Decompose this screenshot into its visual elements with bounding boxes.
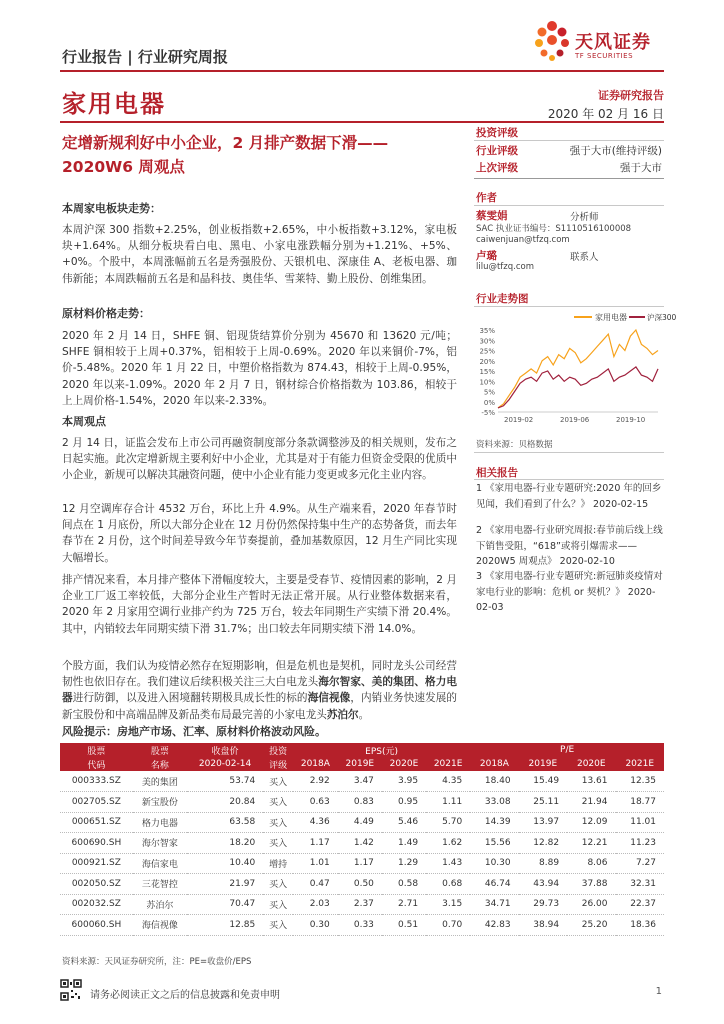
table-cell: 增持: [263, 853, 293, 874]
table-cell: 25.20: [567, 915, 615, 936]
table-cell: 海尔智家: [133, 833, 187, 854]
table-cell: 18.40: [470, 771, 518, 792]
table-cell: 7.27: [616, 853, 665, 874]
table-cell: 美的集团: [133, 771, 187, 792]
table-cell: 26.00: [567, 894, 615, 915]
table-cell: 0.95: [382, 792, 426, 813]
paragraph: 2 月 14 日，证监会发布上市公司再融资制度部分条款调整涉及的相关规则，发布之日起实施。此次定增新规主要利好中小企业，尤其是对于有能力但资金受限的优质中小企业，新规可以解决其融资问题，使中小企业有能力变更或多元化主业内容。: [62, 437, 457, 482]
chart-source: 资料来源：贝格数据: [476, 440, 553, 450]
rating-heading: 投资评级: [476, 127, 518, 139]
table-cell: 三花智控: [133, 874, 187, 895]
column-header: 2018A: [470, 757, 518, 771]
table-cell: 600060.SH: [60, 915, 133, 936]
table-cell: 苏泊尔: [133, 894, 187, 915]
author-role: 分析师: [570, 212, 599, 223]
table-cell: 25.11: [519, 792, 567, 813]
table-cell: 11.23: [616, 833, 665, 854]
table-cell: 22.37: [616, 894, 665, 915]
table-cell: 1.42: [338, 833, 382, 854]
table-cell: 3.47: [338, 771, 382, 792]
header-rule: [60, 70, 664, 72]
table-cell: 5.70: [426, 812, 470, 833]
column-header: 2020E: [567, 757, 615, 771]
column-header: 2021E: [616, 757, 665, 771]
paragraph: 12 月空调库存合计 4532 万台，环比上升 4.9%。从生产端来看，2020 年春节时间点在 1 月底份，所以大部分企业在 12 月份仍然保持集中生产的态势备货，而去年春节在 2 月份，这个时间差导致今年节奏提前，叠加基数原因，12 月生产同比实现大幅增长。: [62, 503, 457, 564]
x-axis: [504, 416, 645, 424]
column-header: 代码: [60, 757, 133, 771]
column-header: 名称: [133, 757, 187, 771]
section-heading: 本周观点: [62, 415, 106, 428]
paragraph: [62, 658, 457, 723]
table-cell: 12.21: [567, 833, 615, 854]
chart-heading: 行业走势图: [476, 293, 529, 305]
table-cell: 2.37: [338, 894, 382, 915]
table-cell: 新宝股份: [133, 792, 187, 813]
industry-rating-value: 强于大市(维持评级): [569, 145, 662, 157]
table-cell: 42.83: [470, 915, 518, 936]
table-cell: 10.30: [470, 853, 518, 874]
table-note: 资料来源：天风证券研究所，注：PE=收盘价/EPS: [62, 957, 252, 967]
table-cell: 0.47: [293, 874, 338, 895]
table-cell: 18.36: [616, 915, 665, 936]
table-cell: 3.95: [382, 771, 426, 792]
x-tick-label: 2019-02: [504, 416, 534, 424]
table-cell: 2.03: [293, 894, 338, 915]
logo-text: 天风证券: [575, 32, 651, 53]
table-cell: 1.01: [293, 853, 338, 874]
table-cell: 38.94: [519, 915, 567, 936]
logo-icon: [532, 18, 572, 66]
table-cell: 12.35: [616, 771, 665, 792]
divider: [474, 452, 664, 453]
divider: [474, 479, 664, 480]
table-cell: 2.71: [382, 894, 426, 915]
table-cell: 0.58: [382, 874, 426, 895]
table-cell: 4.49: [338, 812, 382, 833]
table-row: [60, 894, 664, 915]
column-header: 2019E: [519, 757, 567, 771]
previous-rating-label: 上次评级: [476, 162, 518, 174]
legend-label: 沪深300: [647, 313, 677, 322]
table-cell: 12.85: [187, 915, 263, 936]
y-tick-label: 0%: [483, 398, 495, 407]
table-cell: 3.15: [426, 894, 470, 915]
table-cell: 格力电器: [133, 812, 187, 833]
table-cell: 买入: [263, 874, 293, 895]
title-line-2: 2020W6 周观点: [62, 158, 185, 176]
table-cell: 11.01: [616, 812, 665, 833]
divider: [474, 178, 664, 179]
column-header: 2018A: [293, 757, 338, 771]
report-type: 证券研究报告: [598, 89, 664, 102]
table-cell: 32.31: [616, 874, 665, 895]
column-header: 2020-02-14: [187, 757, 263, 771]
table-cell: 63.58: [187, 812, 263, 833]
paragraph: 2020 年 2 月 14 日，SHFE 铜、铝现货结算价分别为 45670 和 13620 元/吨；SHFE 铜相较于上周+0.37%，铝相较于上周-0.69%。2020 年以来铜价-7%，铝价-5.48%。2020 年 1 月 22 日，中塑价格指数为 874.43，相较于上周-0.95%，2020 年以来-1.09%。2020 年 2 月 7 日，钢材综合价格指数为 103.86，相较于上上周价格-1.54%，2020 年以来-2.33%。: [62, 330, 457, 407]
table-cell: 12.82: [519, 833, 567, 854]
table-cell: 20.84: [187, 792, 263, 813]
table-cell: 12.09: [567, 812, 615, 833]
risk-warning: 风险提示：房地产市场、汇率、原材料价格波动风险。: [62, 725, 326, 738]
author-name: 蔡雯娟: [476, 210, 508, 222]
text-run: ，内销业务快速发展的新宝股份和中高端品牌及新品类布局最完善的小家电龙头: [62, 692, 458, 721]
table-cell: 10.40: [187, 853, 263, 874]
column-header: 股票: [133, 743, 187, 757]
column-header: 投资: [263, 743, 293, 757]
table-cell: 4.35: [426, 771, 470, 792]
table-cell: 002032.SZ: [60, 894, 133, 915]
x-tick-label: 2019-06: [560, 416, 590, 424]
table-cell: 海信家电: [133, 853, 187, 874]
table-header-row: [60, 757, 664, 771]
table-cell: 15.56: [470, 833, 518, 854]
author-name: 卢璐: [476, 250, 497, 262]
qr-code-icon: [60, 979, 82, 1001]
table-cell: 2.92: [293, 771, 338, 792]
table-cell: 买入: [263, 833, 293, 854]
divider: [474, 140, 664, 141]
table-cell: 34.71: [470, 894, 518, 915]
related-report[interactable]: 1 《家用电器-行业专题研究:2020 年的回乡见闻，我们看到了什么？》 2020-02-15: [476, 483, 662, 510]
table-cell: 0.50: [338, 874, 382, 895]
table-cell: 买入: [263, 894, 293, 915]
table-cell: 1.29: [382, 853, 426, 874]
table-cell: 1.17: [338, 853, 382, 874]
related-report[interactable]: 3 《家用电器-行业专题研究:新冠肺炎疫情对家电行业的影响：危机 or 契机？》 2020-02-03: [476, 571, 663, 613]
table-cell: 0.63: [293, 792, 338, 813]
author-email: lilu@tfzq.com: [476, 262, 535, 272]
table-cell: 13.61: [567, 771, 615, 792]
table-cell: 13.97: [519, 812, 567, 833]
table-cell: 1.43: [426, 853, 470, 874]
table-cell: 43.94: [519, 874, 567, 895]
table-cell: 海信视像: [133, 915, 187, 936]
sector-rule: [60, 121, 664, 123]
table-header-row: [60, 743, 664, 757]
text-run-bold: 海信视像: [307, 692, 351, 705]
table-cell: 18.20: [187, 833, 263, 854]
table-cell: 46.74: [470, 874, 518, 895]
column-header: 2019E: [338, 757, 382, 771]
y-tick-label: 15%: [479, 368, 495, 376]
table-cell: 000921.SZ: [60, 853, 133, 874]
y-tick-label: -5%: [481, 409, 495, 417]
section-heading: 原材料价格走势：: [62, 307, 150, 320]
y-tick-label: 25%: [479, 347, 495, 356]
y-tick-label: 10%: [479, 378, 495, 387]
table-cell: 买入: [263, 792, 293, 813]
divider: [474, 306, 664, 307]
column-header: 评级: [263, 757, 293, 771]
column-header: 2020E: [382, 757, 426, 771]
related-report[interactable]: 2 《家用电器-行业研究周报:春节前后线上线下销售受阻，“618”或将引爆需求——2020W5 周观点》 2020-02-10: [476, 525, 663, 567]
table-row: [60, 915, 664, 936]
main-title: [62, 131, 457, 179]
table-cell: 8.89: [519, 853, 567, 874]
table-cell: 37.88: [567, 874, 615, 895]
paragraph: 本周沪深 300 指数+2.25%，创业板指数+2.65%，中小板指数+3.12%，家电板块+1.64%。从细分板块看白电、黑电、小家电涨跌幅分别为+1.21%、+5%、+0%。个股中，本周涨幅前五名是秀强股份、天银机电、深康佳 A、老板电器、珈伟新能；本周跌幅前五名是和晶科技、奥佳华、雪莱特、勤上股份、创维集团。: [62, 224, 457, 285]
x-tick-label: 2019-10: [616, 416, 646, 424]
table-row: [60, 812, 664, 833]
report-date: 2020 年 02 月 16 日: [547, 107, 664, 121]
authors-heading: 作者: [476, 192, 497, 204]
table-cell: 000651.SZ: [60, 812, 133, 833]
text-run: 个股方面，我们认为疫情必然存在短期影响，但是危机也是契机，同时龙头公司经营韧性也依旧存在。我们建议后续积极关注三大白电龙头: [62, 660, 457, 689]
table-cell: 买入: [263, 915, 293, 936]
column-group-header: EPS(元): [293, 743, 470, 757]
table-row: [60, 874, 664, 895]
table-cell: 1.49: [382, 833, 426, 854]
text-run-bold: 苏泊尔: [326, 708, 359, 721]
table-cell: 21.94: [567, 792, 615, 813]
author-role: 联系人: [570, 252, 599, 263]
column-header: 收盘价: [187, 743, 263, 757]
text-run: 进行防御，以及进入困境翻转期极具成长性的标的: [72, 692, 308, 705]
table-cell: 0.51: [382, 915, 426, 936]
forecast-table: [60, 743, 664, 936]
table-cell: 1.62: [426, 833, 470, 854]
table-cell: 0.30: [293, 915, 338, 936]
text-run: 。: [358, 708, 370, 721]
table-cell: 002050.SZ: [60, 874, 133, 895]
series-lines: [498, 330, 658, 408]
industry-trend-chart: [474, 308, 677, 430]
paragraph: 排产情况来看，本月排产整体下滑幅度较大，主要是受春节、疫情因素的影响，2 月企业工厂返工率较低，大部分企业生产暂时无法正常开展。从行业整体数据来看，2020 年 2 月家用空调行业排产约为 725 万台，较去年同期生产实绩下滑 20.4%。其中，内销较去年同期实绩下滑 31.7%；出口较去年同期实绩下滑 14.0%。: [62, 574, 457, 635]
previous-rating-value: 强于大市: [620, 162, 662, 174]
table-cell: 14.39: [470, 812, 518, 833]
table-cell: 002705.SZ: [60, 792, 133, 813]
table-cell: 53.74: [187, 771, 263, 792]
section-heading: 本周家电板块走势：: [62, 202, 161, 215]
table-cell: 1.17: [293, 833, 338, 854]
divider: [474, 205, 664, 206]
series-line: [498, 367, 658, 408]
author-email: caiwenjuan@tfzq.com: [476, 235, 570, 245]
table-cell: 000333.SZ: [60, 771, 133, 792]
column-group-header: P/E: [470, 743, 664, 757]
column-header: 2021E: [426, 757, 470, 771]
table-cell: 29.73: [519, 894, 567, 915]
title-line-1: 定增新规利好中小企业，2 月排产数据下滑——: [62, 134, 389, 152]
legend-label: 家用电器: [595, 313, 627, 322]
disclaimer: 请务必阅读正文之后的信息披露和免责申明: [90, 990, 280, 1001]
table-cell: 0.33: [338, 915, 382, 936]
logo-subtext: TF SECURITIES: [575, 52, 634, 60]
table-cell: 18.77: [616, 792, 665, 813]
author-sac: SAC 执业证书编号：S1110516100008: [476, 224, 632, 234]
table-cell: 70.47: [187, 894, 263, 915]
table-cell: 21.97: [187, 874, 263, 895]
text-run-bold: 海尔智家、美的集团、格力电器: [62, 676, 458, 705]
table-row: [60, 792, 664, 813]
page-number: 1: [655, 986, 662, 997]
y-tick-label: 20%: [479, 357, 495, 366]
table-cell: 4.36: [293, 812, 338, 833]
table-cell: 8.06: [567, 853, 615, 874]
industry-rating-label: 行业评级: [476, 145, 518, 157]
table-cell: 600690.SH: [60, 833, 133, 854]
table-cell: 1.11: [426, 792, 470, 813]
y-tick-label: 30%: [479, 337, 495, 346]
sector-title: 家用电器: [62, 90, 166, 118]
column-header: 股票: [60, 743, 133, 757]
table-cell: 买入: [263, 812, 293, 833]
table-row: [60, 853, 664, 874]
doc-type: 行业报告 | 行业研究周报: [62, 48, 228, 66]
y-tick-label: 35%: [479, 327, 495, 335]
table-cell: 0.83: [338, 792, 382, 813]
table-cell: 5.46: [382, 812, 426, 833]
table-cell: 15.49: [519, 771, 567, 792]
table-cell: 买入: [263, 771, 293, 792]
table-cell: 0.68: [426, 874, 470, 895]
table-cell: 0.70: [426, 915, 470, 936]
related-heading: 相关报告: [476, 467, 518, 479]
table-cell: 33.08: [470, 792, 518, 813]
table-row: [60, 771, 664, 792]
table-row: [60, 833, 664, 854]
y-tick-label: 5%: [483, 388, 495, 397]
